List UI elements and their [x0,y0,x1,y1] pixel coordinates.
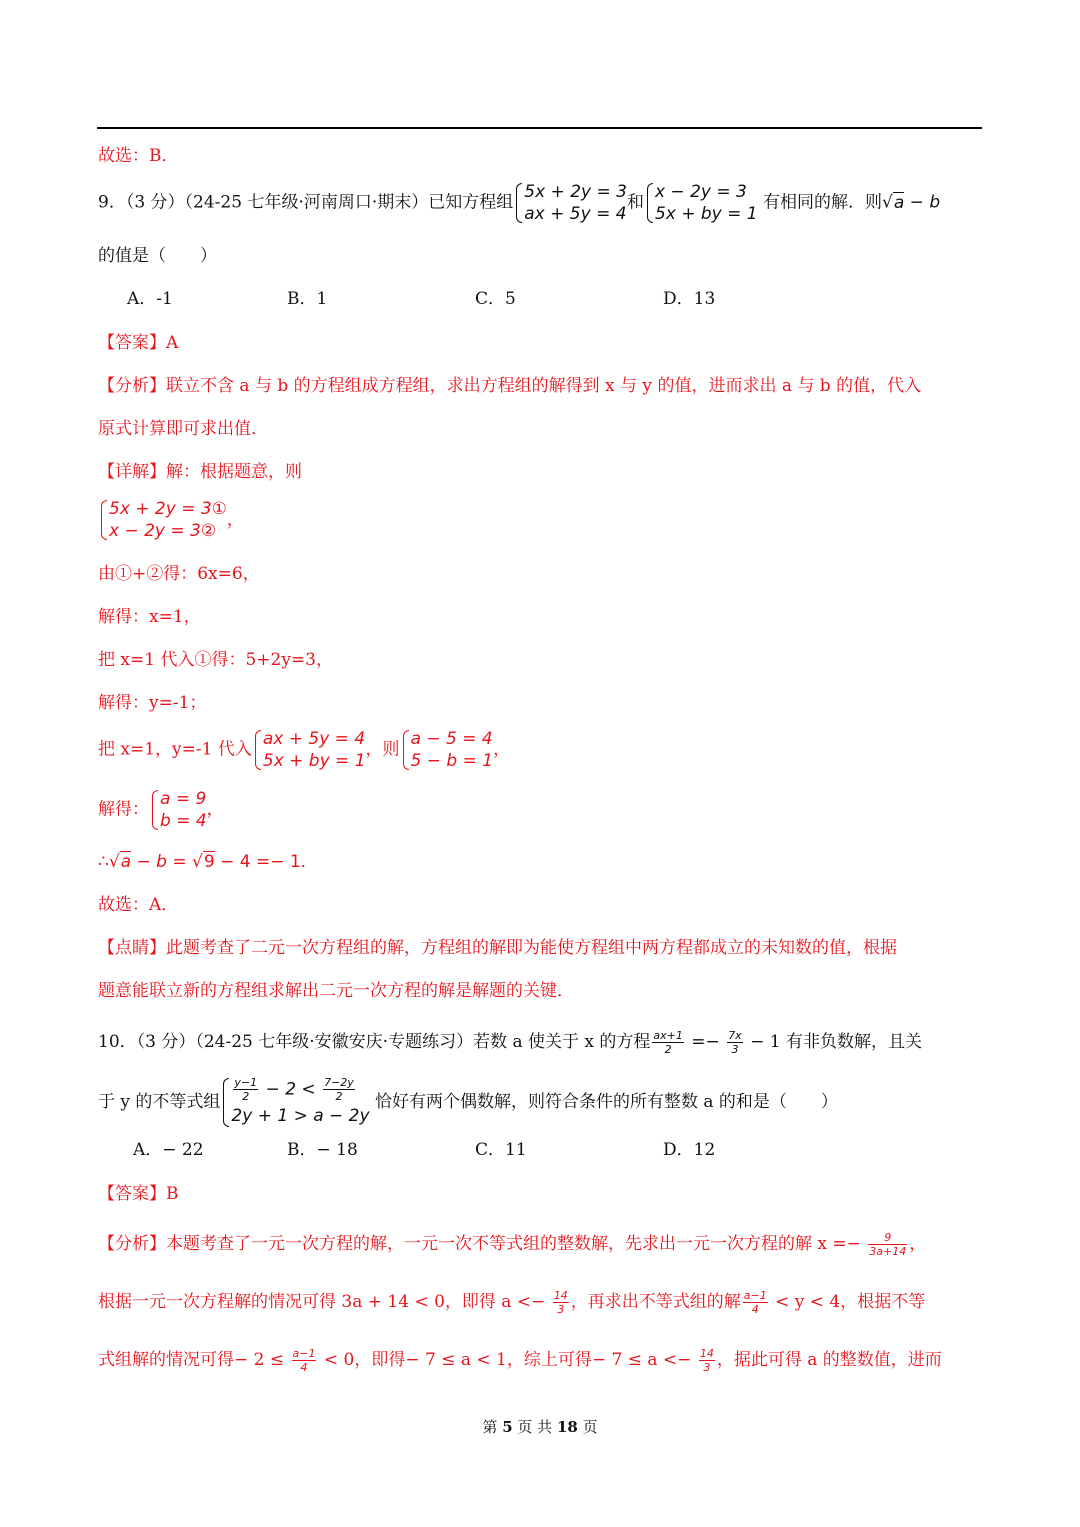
q9-analysis-line1: 【分析】联立不含 a 与 b 的方程组成方程组，求出方程组的解得到 x 与 y 的值，进而求出 a 与 b 的值，代入 [98,376,922,396]
q9-comment-line1: 【点睛】此题考查了二元一次方程组的解，方程组的解即为能使方程组中两方程都成立的未知数的值，根据 [98,938,897,958]
q9-option-c: C．5 [475,289,516,309]
page-footer: 第 5 页 共 18 页 [482,1418,598,1436]
q9-step-6: 解得： a = 9 b = 4 ， [98,789,224,831]
q9-choose: 故选：A． [98,895,179,915]
q9-prefix: 9．（3 分）（24-25 七年级·河南周口·期末）已知方程组 [98,192,514,213]
q9-system-2: x − 2y = 3 5x + by = 1 [644,181,758,225]
q10-stem: 10．（3 分）（24-25 七年级·安徽安庆·专题练习）若数 a 使关于 x 的方程 $\frac{ax+1}{2}$ =− $\frac{7x}{3}$ − 1 有非负数解，且关 [98,1029,922,1056]
q10-option-d: D．12 [663,1140,716,1160]
q9-system-1: 5x + 2y = 3 ax + 5y = 4 [513,181,627,225]
q10-stem-line2: 于 y 的不等式组 $\frac{y-1}{2}$ − 2 < $\frac{7-2y}{2}$ 2y + 1 > a − 2y 恰好有两个偶数解，则符合条件的所有整数 a 的和是（ ） [98,1076,838,1129]
q9-stem-line2: 的值是（ ） [98,246,217,266]
prev-choice: 故选：B． [98,146,179,166]
header-rule [97,127,982,129]
q10-analysis-line1: 【分析】本题考查了一元一次方程的解，一元一次不等式组的整数解，先求出一元一次方程的解 x =− $\frac{9}{3a+14}$ ， [98,1231,927,1258]
q9-expression: √a − b [882,192,941,213]
q9-option-b: B．1 [287,289,328,309]
q9-comment-line2: 题意能联立新的方程组求解出二元一次方程的解是解题的关键． [98,981,574,1001]
q9-conclusion: ∴√a − b = √9 − 4 =− 1． [98,852,318,872]
q9-stem: 9．（3 分）（24-25 七年级·河南周口·期末）已知方程组 5x + 2y = 3 ax + 5y = 4 和 x − 2y = 3 5x + by = 1 有相同的解．则√a − b [98,182,941,224]
q10-answer: 【答案】B [98,1184,179,1204]
q10-analysis-line2: 根据一元一次方程解的情况可得 3a + 14 < 0，即得 a <− $\frac{14}{3}$ ，再求出不等式组的解 $\frac{a-1}{4}$ < y < 4，根据不等 [98,1289,926,1316]
q9-step-4: 解得：y=-1； [98,693,207,713]
q9-step-3: 把 x=1 代入①得：5+2y=3， [98,650,333,670]
q10-option-b: B．− 18 [287,1140,358,1160]
q9-detail-system: 5x + 2y = 3① x − 2y = 3② ， [98,498,244,542]
q10-inequality-system: $\frac{y-1}{2}$ − 2 < $\frac{7-2y}{2}$ 2y + 1 > a − 2y [220,1076,369,1129]
q9-step-1: 由①+②得：6x=6， [98,564,260,584]
q10-analysis-line3: 式组解的情况可得− 2 ≤ $\frac{a-1}{4}$ < 0，即得− 7 ≤ a < 1，综上可得− 7 ≤ a <− $\frac{14}{3}$ ，据此可得 a 的整数值，进而 [98,1347,942,1374]
page-total: 18 [556,1418,578,1436]
q9-option-a: A．-1 [127,289,173,309]
q10-option-a: A．− 22 [133,1140,204,1160]
q9-step-5: 把 x=1，y=-1 代入 ax + 5y = 4 5x + by = 1 ，则 a − 5 = 4 5 − b = 1 ， [98,729,511,771]
q9-detail-heading: 【详解】解：根据题意，则 [98,462,302,482]
page-number: 5 [502,1418,513,1436]
q9-step-2: 解得：x=1， [98,607,201,627]
q10-option-c: C．11 [475,1140,527,1160]
q9-analysis-line2: 原式计算即可求出值． [98,419,268,439]
q9-answer: 【答案】A [98,333,179,353]
q9-option-d: D．13 [663,289,716,309]
